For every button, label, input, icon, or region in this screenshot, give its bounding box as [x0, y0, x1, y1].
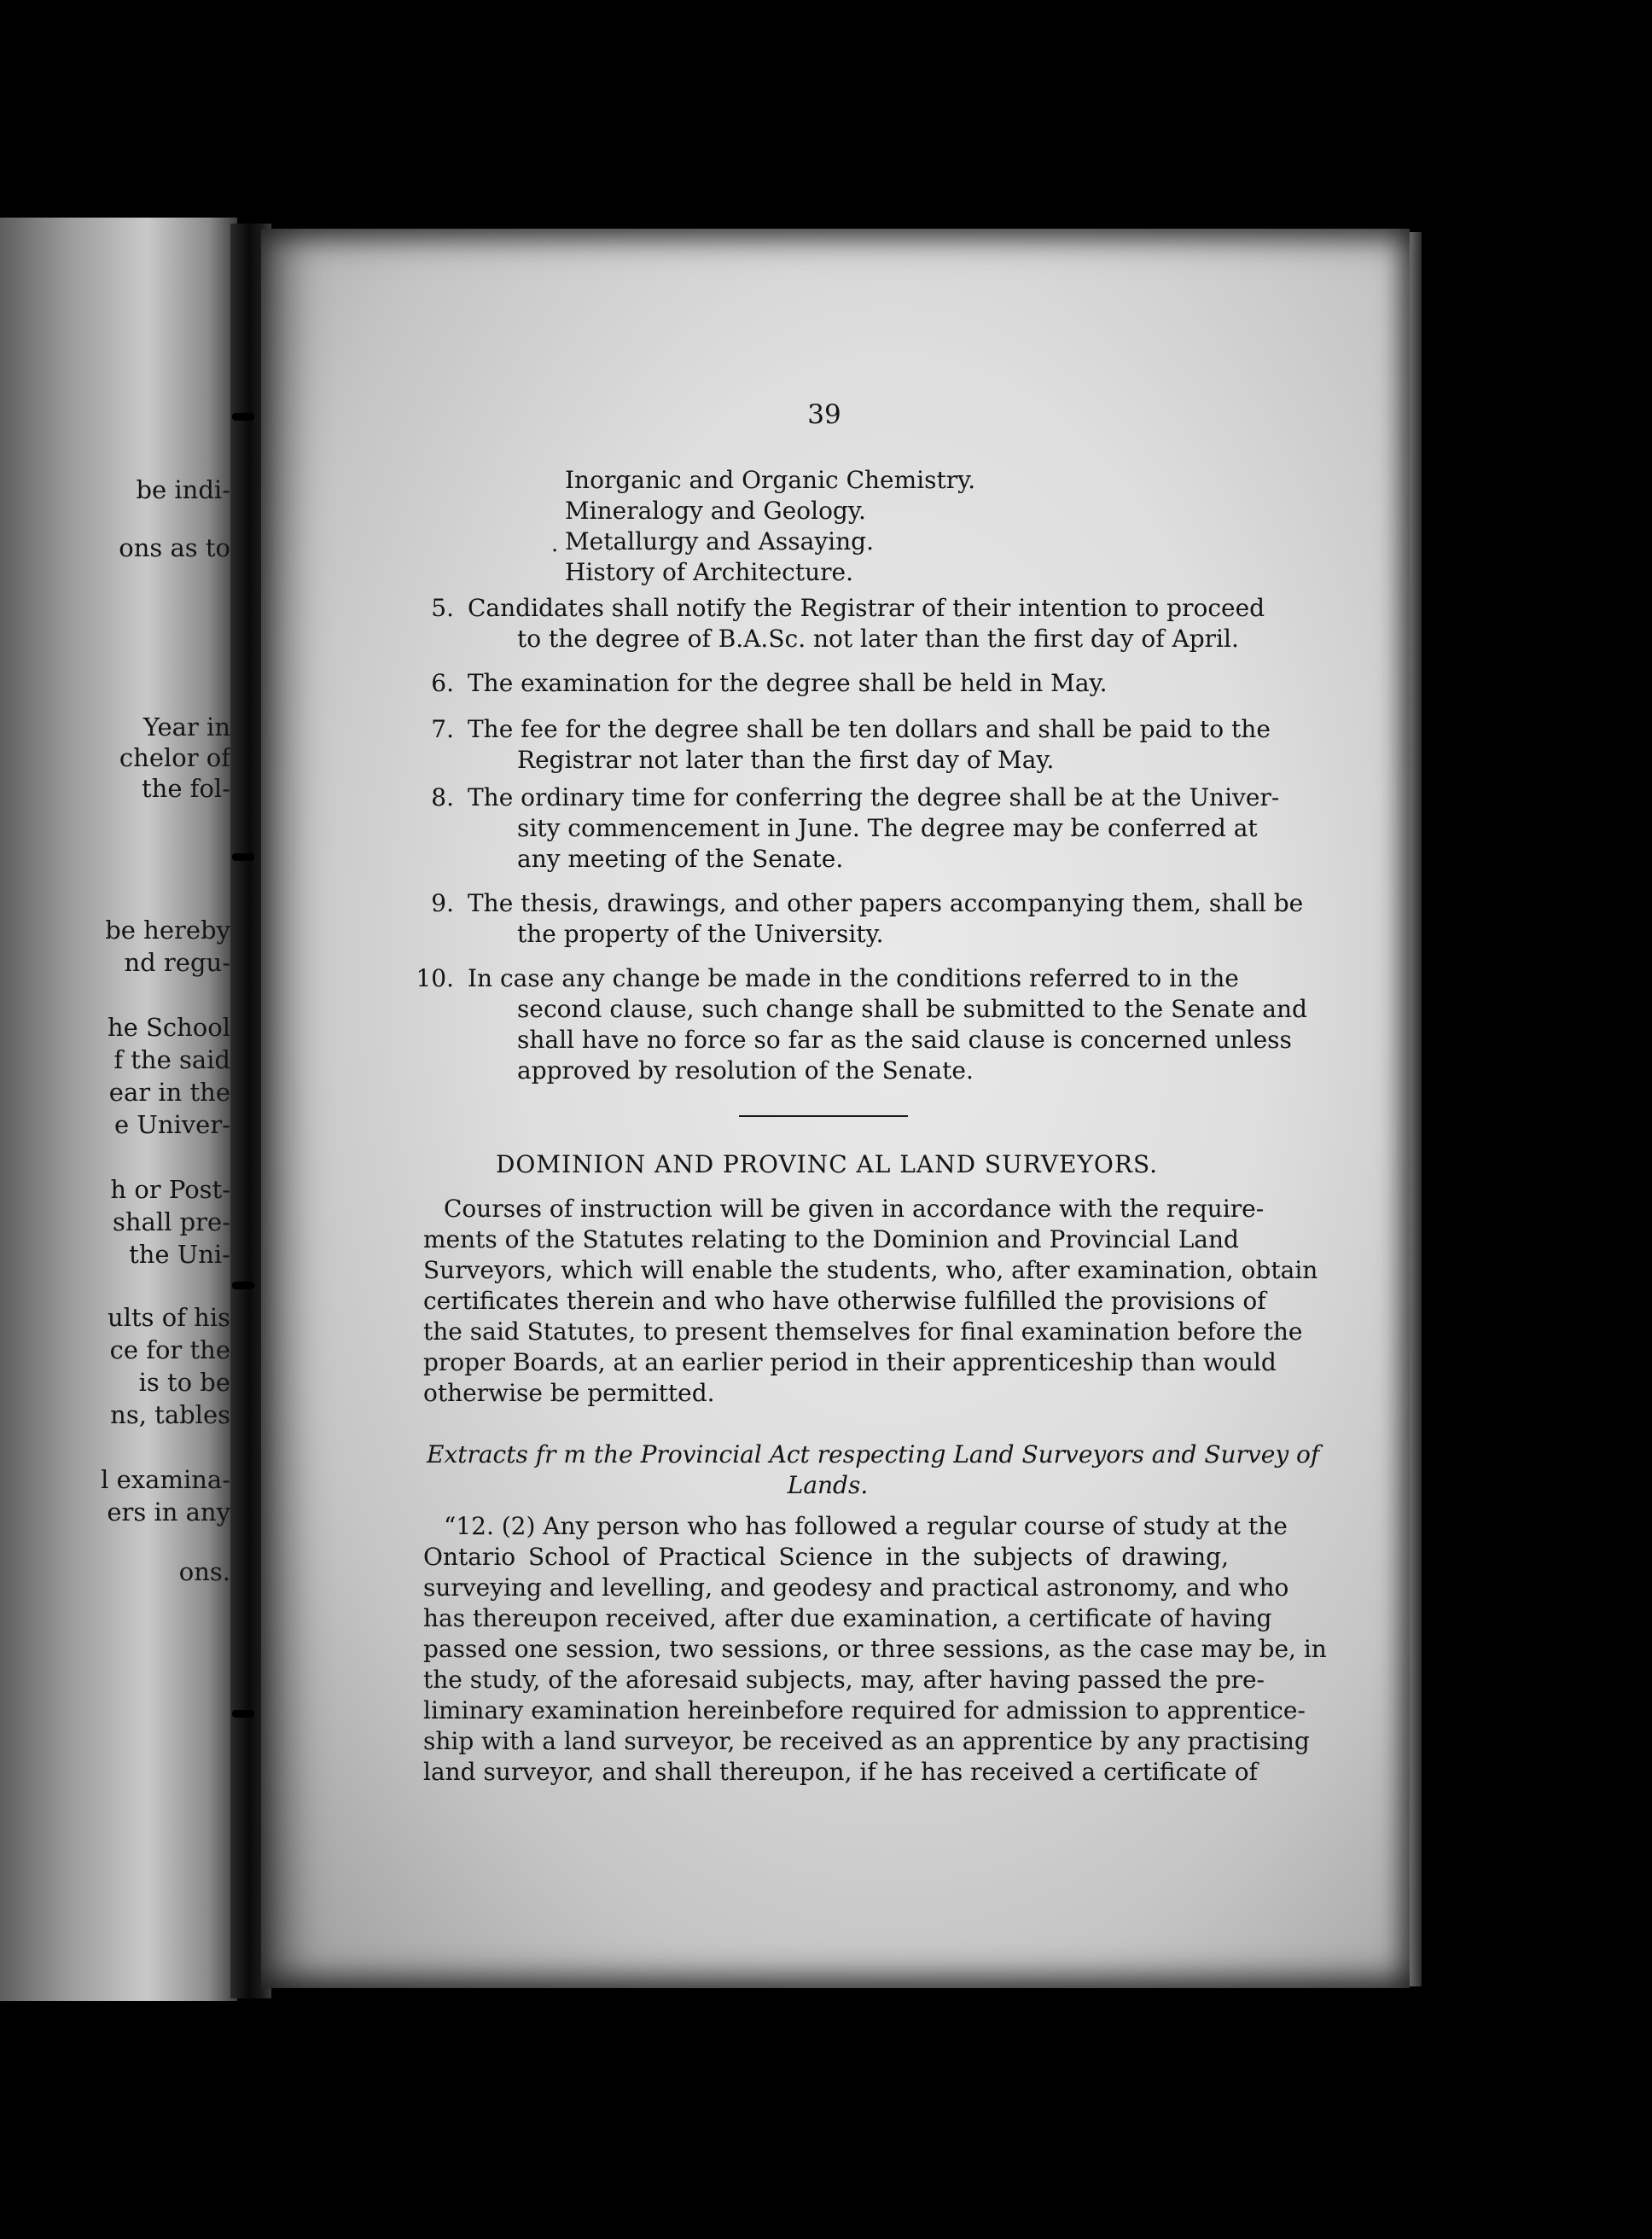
quote-line: liminary examination hereinbefore required for admission to apprentice-	[423, 1696, 1306, 1724]
subject-line: History of Architecture.	[565, 558, 853, 586]
quote-line: ship with a land surveyor, be received as an apprentice by any practising	[423, 1727, 1310, 1755]
item-line: The thesis, drawings, and other papers accompanying them, shall be	[468, 889, 1304, 917]
left-page-line: ons.	[178, 1557, 230, 1586]
paragraph-line: ments of the Statutes relating to the Dominion and Provincial Land	[423, 1225, 1239, 1253]
item-line: The ordinary time for conferring the degree shall be at the Univer-	[468, 783, 1280, 811]
paragraph-line: otherwise be permitted.	[423, 1379, 715, 1407]
item-line: to the degree of B.A.Sc. not later than the first day of April.	[517, 625, 1239, 653]
section-heading: DOMINION AND PROVINC AL LAND SURVEYORS.	[495, 1150, 1159, 1178]
left-page-line: ns, tables	[110, 1400, 230, 1429]
paragraph-line: Surveyors, which will enable the students, who, after examination, obtain	[423, 1256, 1318, 1284]
paragraph-line: the said Statutes, to present themselves for final examination before the	[423, 1317, 1303, 1346]
left-page-line: l examina-	[101, 1465, 230, 1494]
item-number: 7.	[431, 715, 454, 743]
page-number: 39	[807, 399, 841, 430]
item-line: The fee for the degree shall be ten dollars and shall be paid to the	[468, 715, 1271, 743]
item-number: 9.	[431, 889, 454, 917]
item-line: The examination for the degree shall be held in May.	[468, 669, 1108, 697]
paragraph-line: Courses of instruction will be given in accordance with the require-	[444, 1195, 1265, 1223]
quote-line: “12. (2) Any person who has followed a regular course of study at the	[444, 1512, 1288, 1540]
subject-line: Metallurgy and Assaying.	[565, 527, 874, 555]
subject-bullet: ·	[551, 538, 559, 564]
left-page-line: chelor of	[119, 743, 230, 772]
binding-stitch	[232, 853, 254, 861]
subject-line: Mineralogy and Geology.	[565, 497, 866, 525]
left-page-line: e Univer-	[114, 1110, 230, 1139]
page-edge-shadow	[1410, 232, 1422, 1986]
left-page-line: f the said	[113, 1045, 230, 1074]
quote-line: land surveyor, and shall thereupon, if he has received a certificate of	[423, 1758, 1258, 1786]
item-line: second clause, such change shall be submitted to the Senate and	[517, 995, 1307, 1023]
paragraph-line: certificates therein and who have otherwise fulfilled the provisions of	[423, 1287, 1266, 1315]
left-page-line: be indi-	[136, 475, 230, 504]
left-page-line: nd regu-	[124, 948, 230, 977]
left-page-fragment	[0, 218, 237, 2001]
paragraph-line: proper Boards, at an earlier period in their apprenticeship than would	[423, 1348, 1277, 1376]
extract-title-line: Extracts fr m the Provincial Act respecting Land Surveyors and Survey of	[427, 1440, 1320, 1468]
item-line: shall have no force so far as the said clause is concerned unless	[517, 1026, 1292, 1054]
item-number: 6.	[431, 669, 454, 697]
left-page-line: ear in the	[108, 1078, 230, 1107]
left-page-line: h or Post-	[110, 1175, 230, 1204]
item-line: sity commencement in June. The degree may be conferred at	[517, 814, 1258, 842]
item-number: 10.	[416, 964, 454, 992]
item-number: 8.	[431, 783, 454, 811]
quote-line: has thereupon received, after due examination, a certificate of having	[423, 1604, 1272, 1632]
subject-line: Inorganic and Organic Chemistry.	[565, 466, 976, 494]
left-page-line: the Uni-	[129, 1240, 230, 1269]
item-line: approved by resolution of the Senate.	[517, 1056, 974, 1085]
quote-line: Ontario School of Practical Science in the subjects of drawing,	[423, 1543, 1229, 1571]
quote-line: surveying and levelling, and geodesy and practical astronomy, and who	[423, 1573, 1289, 1602]
left-page-line: is to be	[138, 1368, 230, 1397]
left-page-line: ults of his	[108, 1303, 230, 1332]
left-page-line: the fol-	[142, 774, 230, 803]
section-divider	[739, 1115, 908, 1117]
item-line: the property of the University.	[517, 920, 884, 948]
quote-line: passed one session, two sessions, or three sessions, as the case may be, in	[423, 1635, 1327, 1663]
left-page-line: Year in	[143, 712, 230, 741]
extract-title-line: Lands.	[787, 1471, 869, 1499]
left-page-line: he School	[107, 1013, 230, 1042]
binding-stitch	[232, 1710, 254, 1718]
binding-stitch	[232, 1282, 254, 1289]
left-page-line: ce for the	[109, 1335, 230, 1364]
binding-stitch	[232, 413, 254, 421]
item-line: Registrar not later than the first day of May.	[517, 746, 1055, 774]
quote-line: the study, of the aforesaid subjects, may, after having passed the pre-	[423, 1666, 1265, 1694]
left-page-line: shall pre-	[112, 1207, 230, 1236]
item-line: In case any change be made in the conditions referred to in the	[468, 964, 1239, 992]
left-page-line: ons as to	[119, 533, 230, 562]
left-page-line: be hereby	[105, 916, 230, 945]
item-line: any meeting of the Senate.	[517, 845, 844, 873]
item-line: Candidates shall notify the Registrar of their intention to proceed	[468, 594, 1265, 622]
item-number: 5.	[431, 594, 454, 622]
left-page-line: ers in any	[107, 1498, 230, 1527]
